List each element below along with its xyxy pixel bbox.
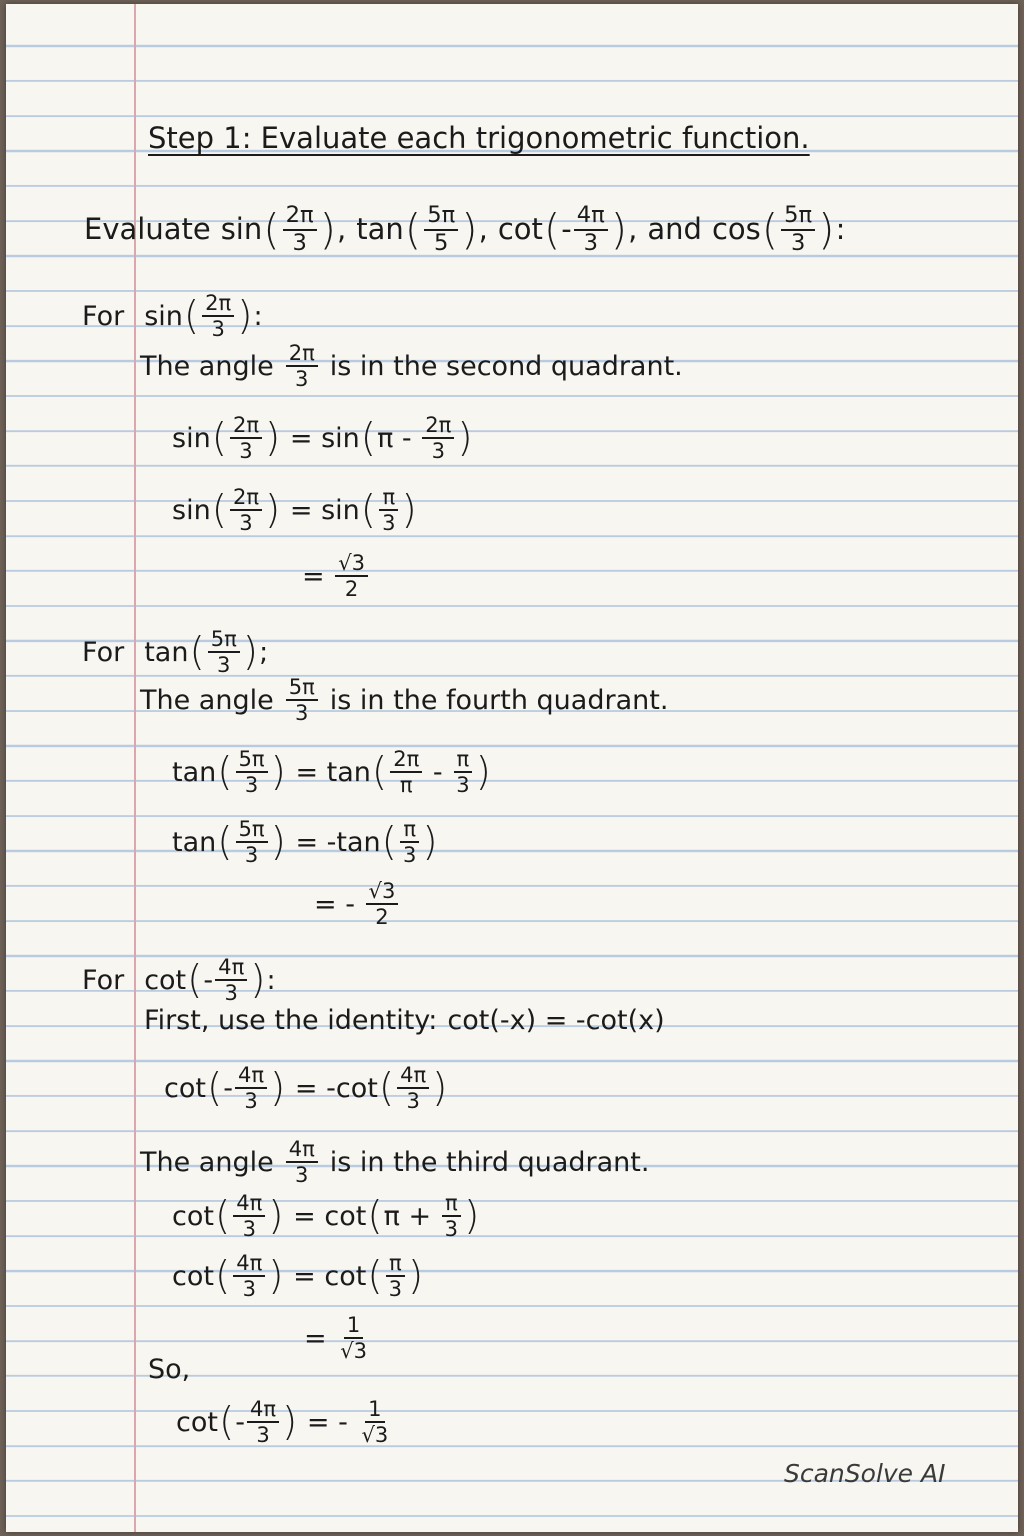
fraction: $\frac{2\pi}{3}$: [283, 204, 317, 256]
quadrant-text: is in the third quadrant.: [329, 1146, 650, 1178]
intro-line: Evaluate sin ( $\frac{2\pi}{3}$ ) , tan ( $\frac{5\pi}{5}$ ) , cot ( - $\frac{4\pi}{3}$ ) , and cos ( $\frac{5\pi}{3}$ ) :: [84, 202, 846, 256]
cot-result: = $\frac{1}{√3}$: [304, 1314, 372, 1362]
for-label: For: [82, 964, 125, 996]
fraction: $\frac{1}{√3}$: [340, 1312, 368, 1364]
fraction: $\frac{5\pi}{3}$: [208, 628, 240, 676]
fraction: $\frac{\pi}{3}$: [386, 1252, 405, 1300]
fn-cot: cot: [144, 964, 187, 996]
fraction: $\frac{5\pi}{5}$: [424, 204, 458, 256]
fraction: $\frac{4\pi}{3}$: [215, 956, 247, 1004]
for-label: For: [82, 300, 125, 332]
fn-cot: cot: [172, 1200, 214, 1232]
fraction: $\frac{4\pi}{3}$: [235, 1064, 267, 1112]
fraction: $\frac{1}{√3}$: [361, 1396, 389, 1448]
so-line: [148, 1356, 190, 1383]
fraction: $\frac{5\pi}{3}$: [286, 676, 318, 724]
signature: ScanSolve AI: [784, 1459, 946, 1488]
fraction: $\frac{2\pi}{3}$: [422, 414, 454, 462]
fraction: $\frac{√3}{2}$: [366, 880, 399, 928]
fn-sin: sin: [321, 422, 360, 454]
angle-text: The angle: [140, 1146, 274, 1178]
notebook-page: [6, 4, 1018, 1532]
fn-cot: cot: [324, 1200, 367, 1232]
fn-cot: cot: [176, 1406, 218, 1438]
sin-header: For sin ( $\frac{2\pi}{3}$ ) :: [82, 290, 263, 342]
fraction: $\frac{4\pi}{3}$: [574, 204, 608, 256]
tan-header: For tan ( $\frac{5\pi}{3}$ ) ;: [82, 626, 269, 678]
fn-cos: cos: [711, 212, 761, 247]
fraction: $\frac{2\pi}{3}$: [230, 486, 262, 534]
fn-cot: cot: [164, 1072, 206, 1104]
fn-neg-cot: -cot: [326, 1072, 378, 1104]
step-title-text: Step 1: Evaluate each trigonometric function.: [148, 121, 810, 155]
fn-sin: sin: [172, 422, 211, 454]
fn-cot: cot: [497, 212, 543, 247]
cot-eq1: cot ( $\frac{4\pi}{3}$ ) = cot ( π + $\frac{\pi}{3}$ ): [172, 1190, 480, 1242]
cot-eq2: cot ( $\frac{4\pi}{3}$ ) = cot ( $\frac{\pi}{3}$ ): [172, 1250, 424, 1302]
intro-prefix: Evaluate: [84, 212, 211, 247]
step-title: [148, 121, 810, 155]
angle-text: The angle: [140, 684, 274, 716]
identity-equation: cot(-x) = -cot(x): [447, 1005, 665, 1036]
fn-tan: tan: [326, 756, 371, 788]
so-label: So,: [148, 1354, 191, 1385]
fn-tan: tan: [172, 826, 217, 858]
pi-symbol: π: [377, 422, 394, 454]
fraction: $\frac{5\pi}{3}$: [236, 818, 268, 866]
fn-tan: tan: [172, 756, 217, 788]
tan-eq1: tan ( $\frac{5\pi}{3}$ ) = tan ( $\frac{2\pi}{\pi}$ - $\frac{\pi}{3}$ ): [172, 746, 491, 798]
fn-tan: tan: [144, 636, 189, 668]
fraction: $\frac{\pi}{3}$: [400, 818, 419, 866]
fn-sin: sin: [321, 494, 360, 526]
tan-result: = - $\frac{√3}{2}$: [314, 880, 400, 928]
fn-tan: tan: [356, 212, 404, 247]
cot-header: For cot ( - $\frac{4\pi}{3}$ ) :: [82, 954, 276, 1006]
sin-eq1: sin ( $\frac{2\pi}{3}$ ) = sin ( π - $\frac{2\pi}{3}$ ): [172, 412, 473, 464]
cot-final: cot ( - $\frac{4\pi}{3}$ ) = - $\frac{1}{√3}$: [176, 1398, 393, 1446]
tan-angle-line: [140, 676, 668, 724]
fraction: $\frac{4\pi}{3}$: [247, 1398, 279, 1446]
fraction: $\frac{4\pi}{3}$: [233, 1252, 265, 1300]
fn-neg-tan: -tan: [326, 826, 381, 858]
and-word: and: [647, 212, 702, 247]
fraction: $\frac{5\pi}{3}$: [236, 748, 268, 796]
fraction: $\frac{\pi}{3}$: [453, 748, 472, 796]
fraction: $\frac{4\pi}{3}$: [233, 1192, 265, 1240]
sin-result: = $\frac{√3}{2}$: [302, 552, 370, 600]
fraction: $\frac{2\pi}{3}$: [230, 414, 262, 462]
identity-text: First, use the identity:: [144, 1005, 438, 1036]
quadrant-text: is in the second quadrant.: [329, 350, 683, 382]
fraction: $\frac{4\pi}{3}$: [397, 1064, 429, 1112]
fn-cot: cot: [324, 1260, 367, 1292]
fraction: $\frac{2\pi}{\pi}$: [390, 748, 422, 796]
angle-text: The angle: [140, 350, 274, 382]
fn-cot: cot: [172, 1260, 214, 1292]
cot-eq0: cot ( - $\frac{4\pi}{3}$ ) = -cot ( $\frac{4\pi}{3}$ ): [164, 1062, 448, 1114]
fraction: $\frac{2\pi}{3}$: [202, 292, 234, 340]
fraction: $\frac{\pi}{3}$: [379, 486, 398, 534]
sin-angle-line: [140, 342, 683, 390]
sin-eq2: sin ( $\frac{2\pi}{3}$ ) = sin ( $\frac{\pi}{3}$ ): [172, 484, 417, 536]
fn-sin: sin: [144, 300, 183, 332]
fn-sin: sin: [220, 212, 263, 247]
cot-identity-line: [144, 1007, 665, 1034]
fraction: $\frac{\pi}{3}$: [442, 1192, 461, 1240]
fraction: $\frac{4\pi}{3}$: [286, 1138, 318, 1186]
tan-eq2: tan ( $\frac{5\pi}{3}$ ) = -tan ( $\frac{\pi}{3}$ ): [172, 816, 438, 868]
quadrant-text: is in the fourth quadrant.: [329, 684, 669, 716]
cot-angle-line: [140, 1138, 649, 1186]
fraction: $\frac{5\pi}{3}$: [781, 204, 815, 256]
fraction: $\frac{2\pi}{3}$: [286, 342, 318, 390]
pi-symbol: π: [383, 1200, 400, 1232]
fraction: $\frac{√3}{2}$: [335, 552, 368, 600]
fn-sin: sin: [172, 494, 211, 526]
for-label: For: [82, 636, 125, 668]
